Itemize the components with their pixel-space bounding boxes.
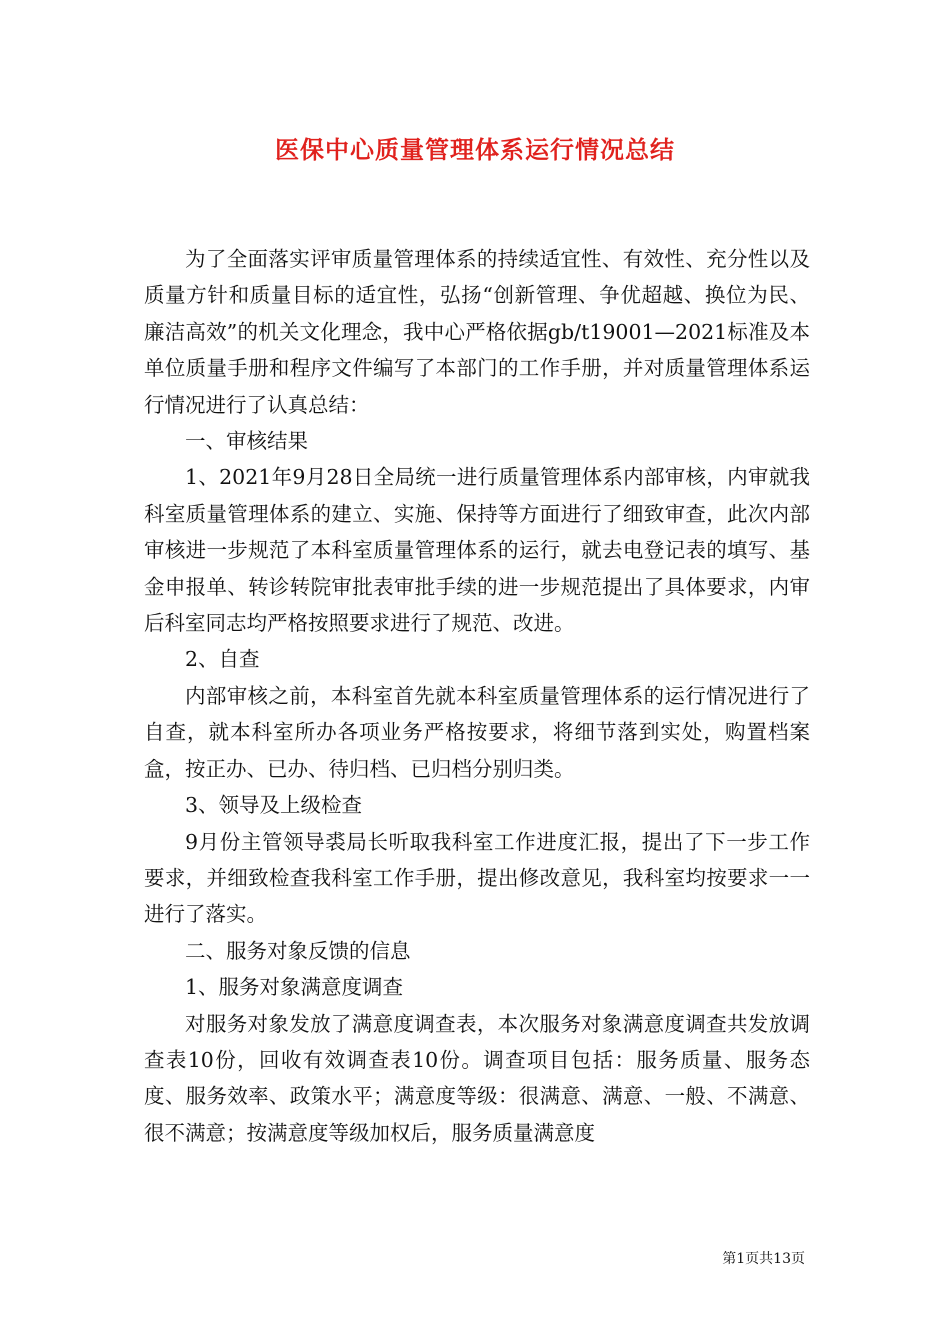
heading-satisfaction-survey: 1、服务对象满意度调查	[185, 975, 404, 1000]
document-body	[144, 241, 810, 1151]
heading-self-check: 2、自查	[185, 647, 260, 672]
heading-audit-results: 一、审核结果	[185, 429, 308, 454]
paragraph-self-check: 内部审核之前，本科室首先就本科室质量管理体系的运行情况进行了自查，就本科室所办各项业务严格按要求，将细节落到实处，购置档案盒，按正办、已办、待归档、已归档分别归类。	[144, 683, 810, 781]
paragraph-leader-inspection: 9月份主管领导裘局长听取我科室工作进度汇报，提出了下一步工作要求，并细致检查我科室工作手册，提出修改意见，我科室均按要求一一进行了落实。	[144, 829, 810, 927]
document-title: 医保中心质量管理体系运行情况总结	[275, 135, 675, 164]
paragraph-internal-audit: 1、2021年9月28日全局统一进行质量管理体系内部审核，内审就我科室质量管理体系的建立、实施、保持等方面进行了细致审查，此次内部审核进一步规范了本科室质量管理体系的运行，就去电登记表的填写、基金申报单、转诊转院审批表审批手续的进一步规范提出了具体要求，内审后科室同志均严格按照要求进行了规范、改进。	[144, 465, 810, 636]
heading-feedback: 二、服务对象反馈的信息	[185, 938, 411, 963]
paragraph-satisfaction-survey: 对服务对象发放了满意度调查表，本次服务对象满意度调查共发放调查表10份，回收有效调查表10份。调查项目包括：服务质量、服务态度、服务效率、政策水平；满意度等级：很满意、满意、一般、不满意、很不满意；按满意度等级加权后，服务质量满意度	[144, 1011, 810, 1145]
paragraph-intro: 为了全面落实评审质量管理体系的持续适宜性、有效性、充分性以及质量方针和质量目标的适宜性，弘扬“创新管理、争优超越、换位为民、廉洁高效”的机关文化理念，我中心严格依据gb/t19001—2021标准及本单位质量手册和程序文件编写了本部门的工作手册，并对质量管理体系运行情况进行了认真总结：	[144, 247, 810, 417]
heading-leader-inspection: 3、领导及上级检查	[185, 793, 363, 818]
page-number-footer: 第1页共13页	[722, 1251, 805, 1267]
